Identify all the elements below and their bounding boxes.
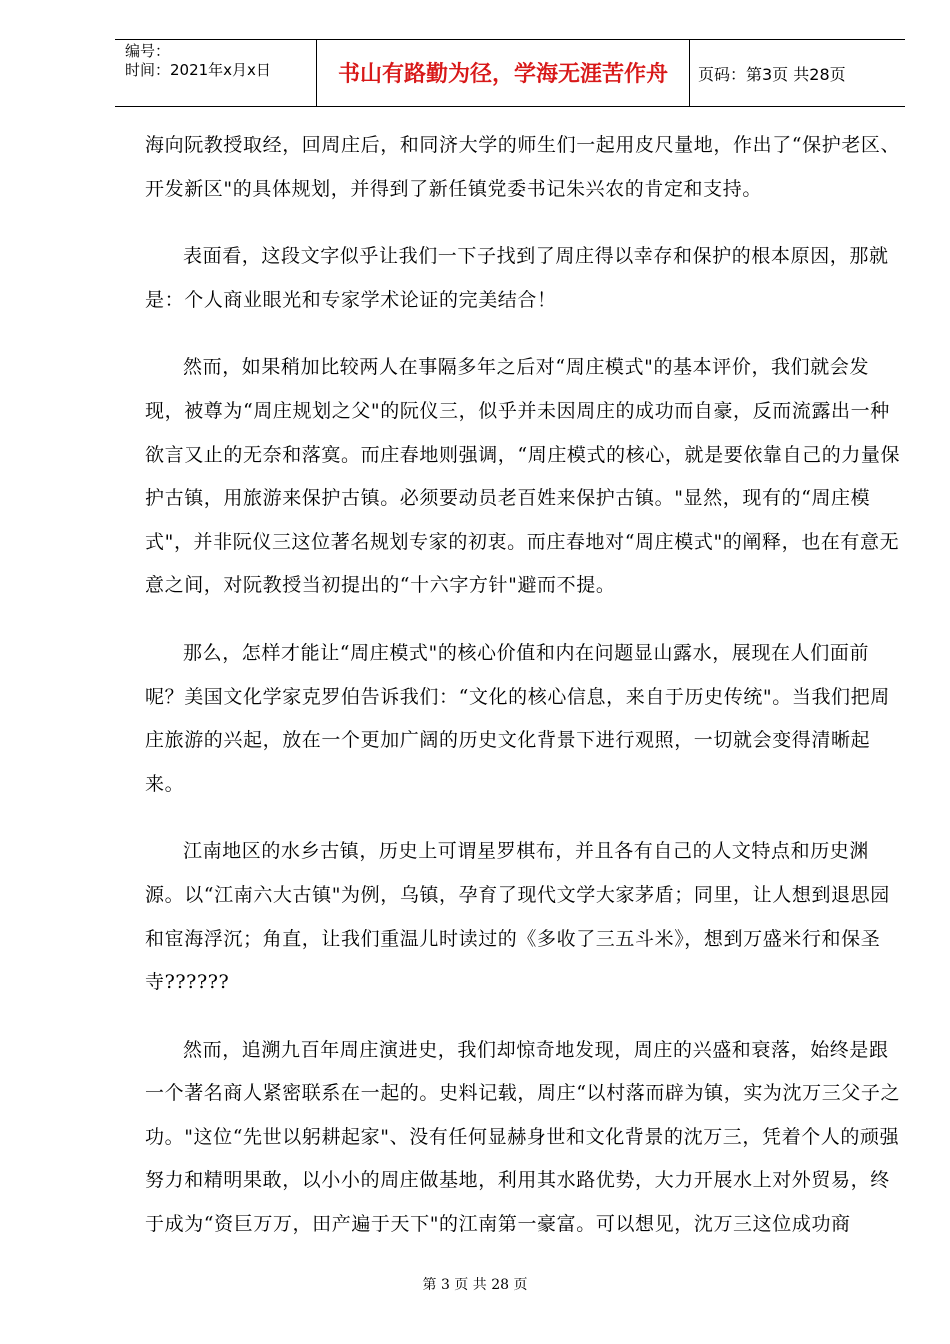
paragraph: 然而，如果稍加比较两人在事隔多年之后对“周庄模式"的基本评价，我们就会发现，被尊为“周庄规划之父"的阮仪三，似乎并未因周庄的成功而自豪，反而流露出一种欲言又止的无奈和落寞。而庄春地则强调，“周庄模式的核心，就是要依靠自己的力量保护古镇，用旅游来保护古镇。必须要动员老百姓来保护古镇。"显然，现有的“周庄模式"，并非阮仪三这位著名规划专家的初衷。而庄春地对“周庄模式"的阐释，也在有意无意之间，对阮教授当初提出的“十六字方针"避而不提。 [145,356,901,597]
paragraph: 然而，追溯九百年周庄演进史，我们却惊奇地发现，周庄的兴盛和衰落，始终是跟一个著名商人紧密联系在一起的。史料记载，周庄“以村落而辟为镇，实为沈万三父子之功。"这位“先世以躬耕起家"、没有任何显赫身世和文化背景的沈万三，凭着个人的顽强努力和精明果敢，以小小的周庄做基地，利用其水路优势，大力开展水上对外贸易，终于成为“资巨万万，田产遍于天下"的江南第一豪富。可以想见，沈万三这位成功商 [145,1038,901,1236]
header-page-number: 页码：第3页 共28页 [698,65,846,84]
serial-number-label: 编号： [125,42,171,60]
header-top-rule [115,39,905,40]
paragraph: 表面看，这段文字似乎让我们一下子找到了周庄得以幸存和保护的根本原因，那就是：个人商业眼光和专家学术论证的完美结合！ [145,245,889,311]
date-label: 时间：2021年x月x日 [125,61,271,79]
header-motto: 书山有路勤为径，学海无涯苦作舟 [337,62,668,87]
document-body [145,124,905,1271]
paragraph: 海向阮教授取经，回周庄后，和同济大学的师生们一起用皮尺量地，作出了“保护老区、开发新区"的具体规划，并得到了新任镇党委书记朱兴农的肯定和支持。 [145,134,901,200]
page-header [115,39,905,107]
page-footer: 第 3 页 共 28 页 [422,1277,528,1293]
paragraph: 江南地区的水乡古镇，历史上可谓星罗棋布，并且各有自己的人文特点和历史渊源。以“江南六大古镇"为例，乌镇，孕育了现代文学大家茅盾；同里，让人想到退思园和宦海浮沉；角直，让我们重温儿时读过的《多收了三五斗米》，想到万盛米行和保圣寺?????? [145,840,890,994]
header-bottom-rule [115,106,905,107]
paragraph: 那么，怎样才能让“周庄模式"的核心价值和内在问题显山露水，展现在人们面前呢？美国文化学家克罗伯告诉我们：“文化的核心信息，来自于历史传统"。当我们把周庄旅游的兴起，放在一个更加广阔的历史文化背景下进行观照，一切就会变得清晰起来。 [145,641,890,795]
header-meta [125,42,271,80]
header-divider [689,39,690,107]
